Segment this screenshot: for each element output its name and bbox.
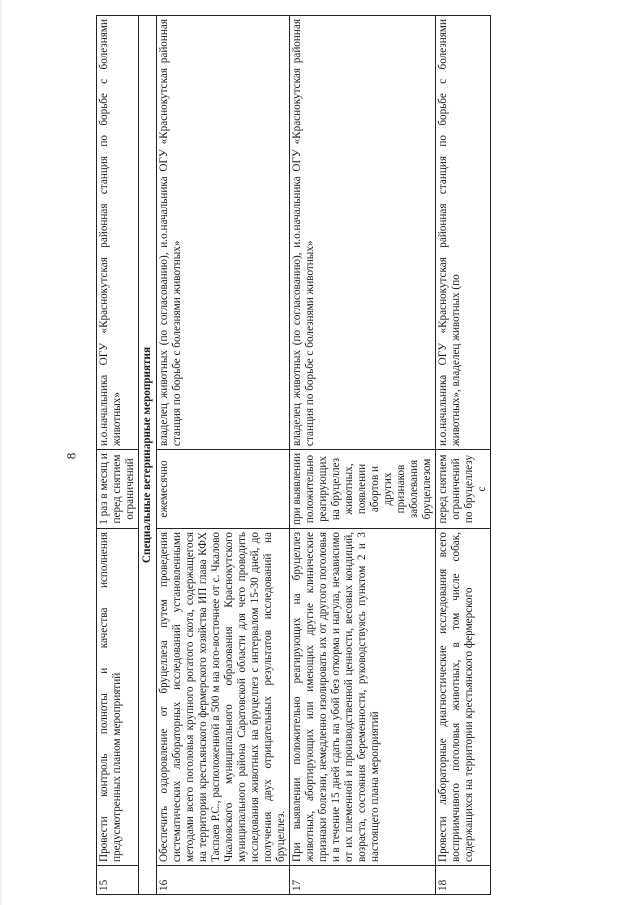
row-responsible: и.о.начальника ОГУ «Краснокутская районная станция по борьбе с болезнями животных», владелец животных (по bbox=[436, 16, 491, 450]
row-responsible: владелец животных (по согласованию), и.о.начальника ОГУ «Краснокутская районная станция по борьбе с болезнями животных» bbox=[157, 16, 290, 450]
row-term: 1 раз в месяц и перед снятием ограничений bbox=[97, 450, 139, 529]
section-row bbox=[139, 16, 157, 895]
row-responsible: и.о.начальника ОГУ «Краснокутская районная станция по борьбе с болезнями животных» bbox=[97, 16, 139, 450]
row-term: при выявлении положительно реагирующих на бруцеллез животных, появлении абортов и других признаков заболевания бруцеллезом bbox=[290, 450, 436, 529]
table-row bbox=[157, 16, 290, 895]
rotated-page bbox=[96, 15, 566, 895]
row-action: Провести лабораторные диагностические исследования всего восприимчивого поголовья животных, в том числе собак, содержащихся на территории крестьянского фермерского bbox=[436, 529, 491, 866]
page-number: 8 bbox=[63, 452, 79, 460]
row-term: ежемесячно bbox=[157, 450, 290, 529]
row-term: перед снятием ограничений по бруцеллезу с bbox=[436, 450, 491, 529]
row-number: 16 bbox=[157, 866, 290, 895]
table-row bbox=[97, 16, 139, 895]
table-row bbox=[290, 16, 436, 895]
row-action: При выявлении положительно реагирующих на бруцеллез животных, абортирующих или имеющих другие клинические признаки болезни, немедленно изолировать их от другого поголовья и в течение 15 дней сдать на убой без откорма и нагула, независимо от их племенной и производственной ценности, весовых кондиций, возраста, состояния беременности, руководствуясь пунктом 2 и 3 настоящего плана мероприятий bbox=[290, 529, 436, 866]
measures-table bbox=[96, 15, 491, 895]
row-action: Провести контроль полноты и качества исполнения предусмотренных планом мероприятий bbox=[97, 529, 139, 866]
scan-edge bbox=[0, 0, 2, 905]
table-row bbox=[436, 16, 491, 895]
row-action: Обеспечить оздоровление от бруцеллеза путем проведения систематических лабораторных исследований установленными методами всего поголовья крупного рогатого скота, содержащегося на территории крестьянского фермерского хозяйства ИП глава КФХ Таспаев Р.С., расположенной в 500 м на юго-восточнее от с. Чкалово Чкаловского муниципального образования Краснокутского муниципального района Саратовской области для чего проводить исследования животных на бруцеллез с интервалом 15-30 дней, до получения двух отрицательных результатов исследований на бруцеллез. bbox=[157, 529, 290, 866]
row-number: 18 bbox=[436, 866, 491, 895]
row-number: 15 bbox=[97, 866, 139, 895]
section-title: Специальные ветеринарные мероприятия bbox=[139, 16, 157, 895]
row-number: 17 bbox=[290, 866, 436, 895]
measures-table-body bbox=[97, 16, 491, 895]
row-responsible: владелец животных (по согласованию), и.о.начальника ОГУ «Краснокутская районная станция по борьбе с болезнями животных» bbox=[290, 16, 436, 450]
